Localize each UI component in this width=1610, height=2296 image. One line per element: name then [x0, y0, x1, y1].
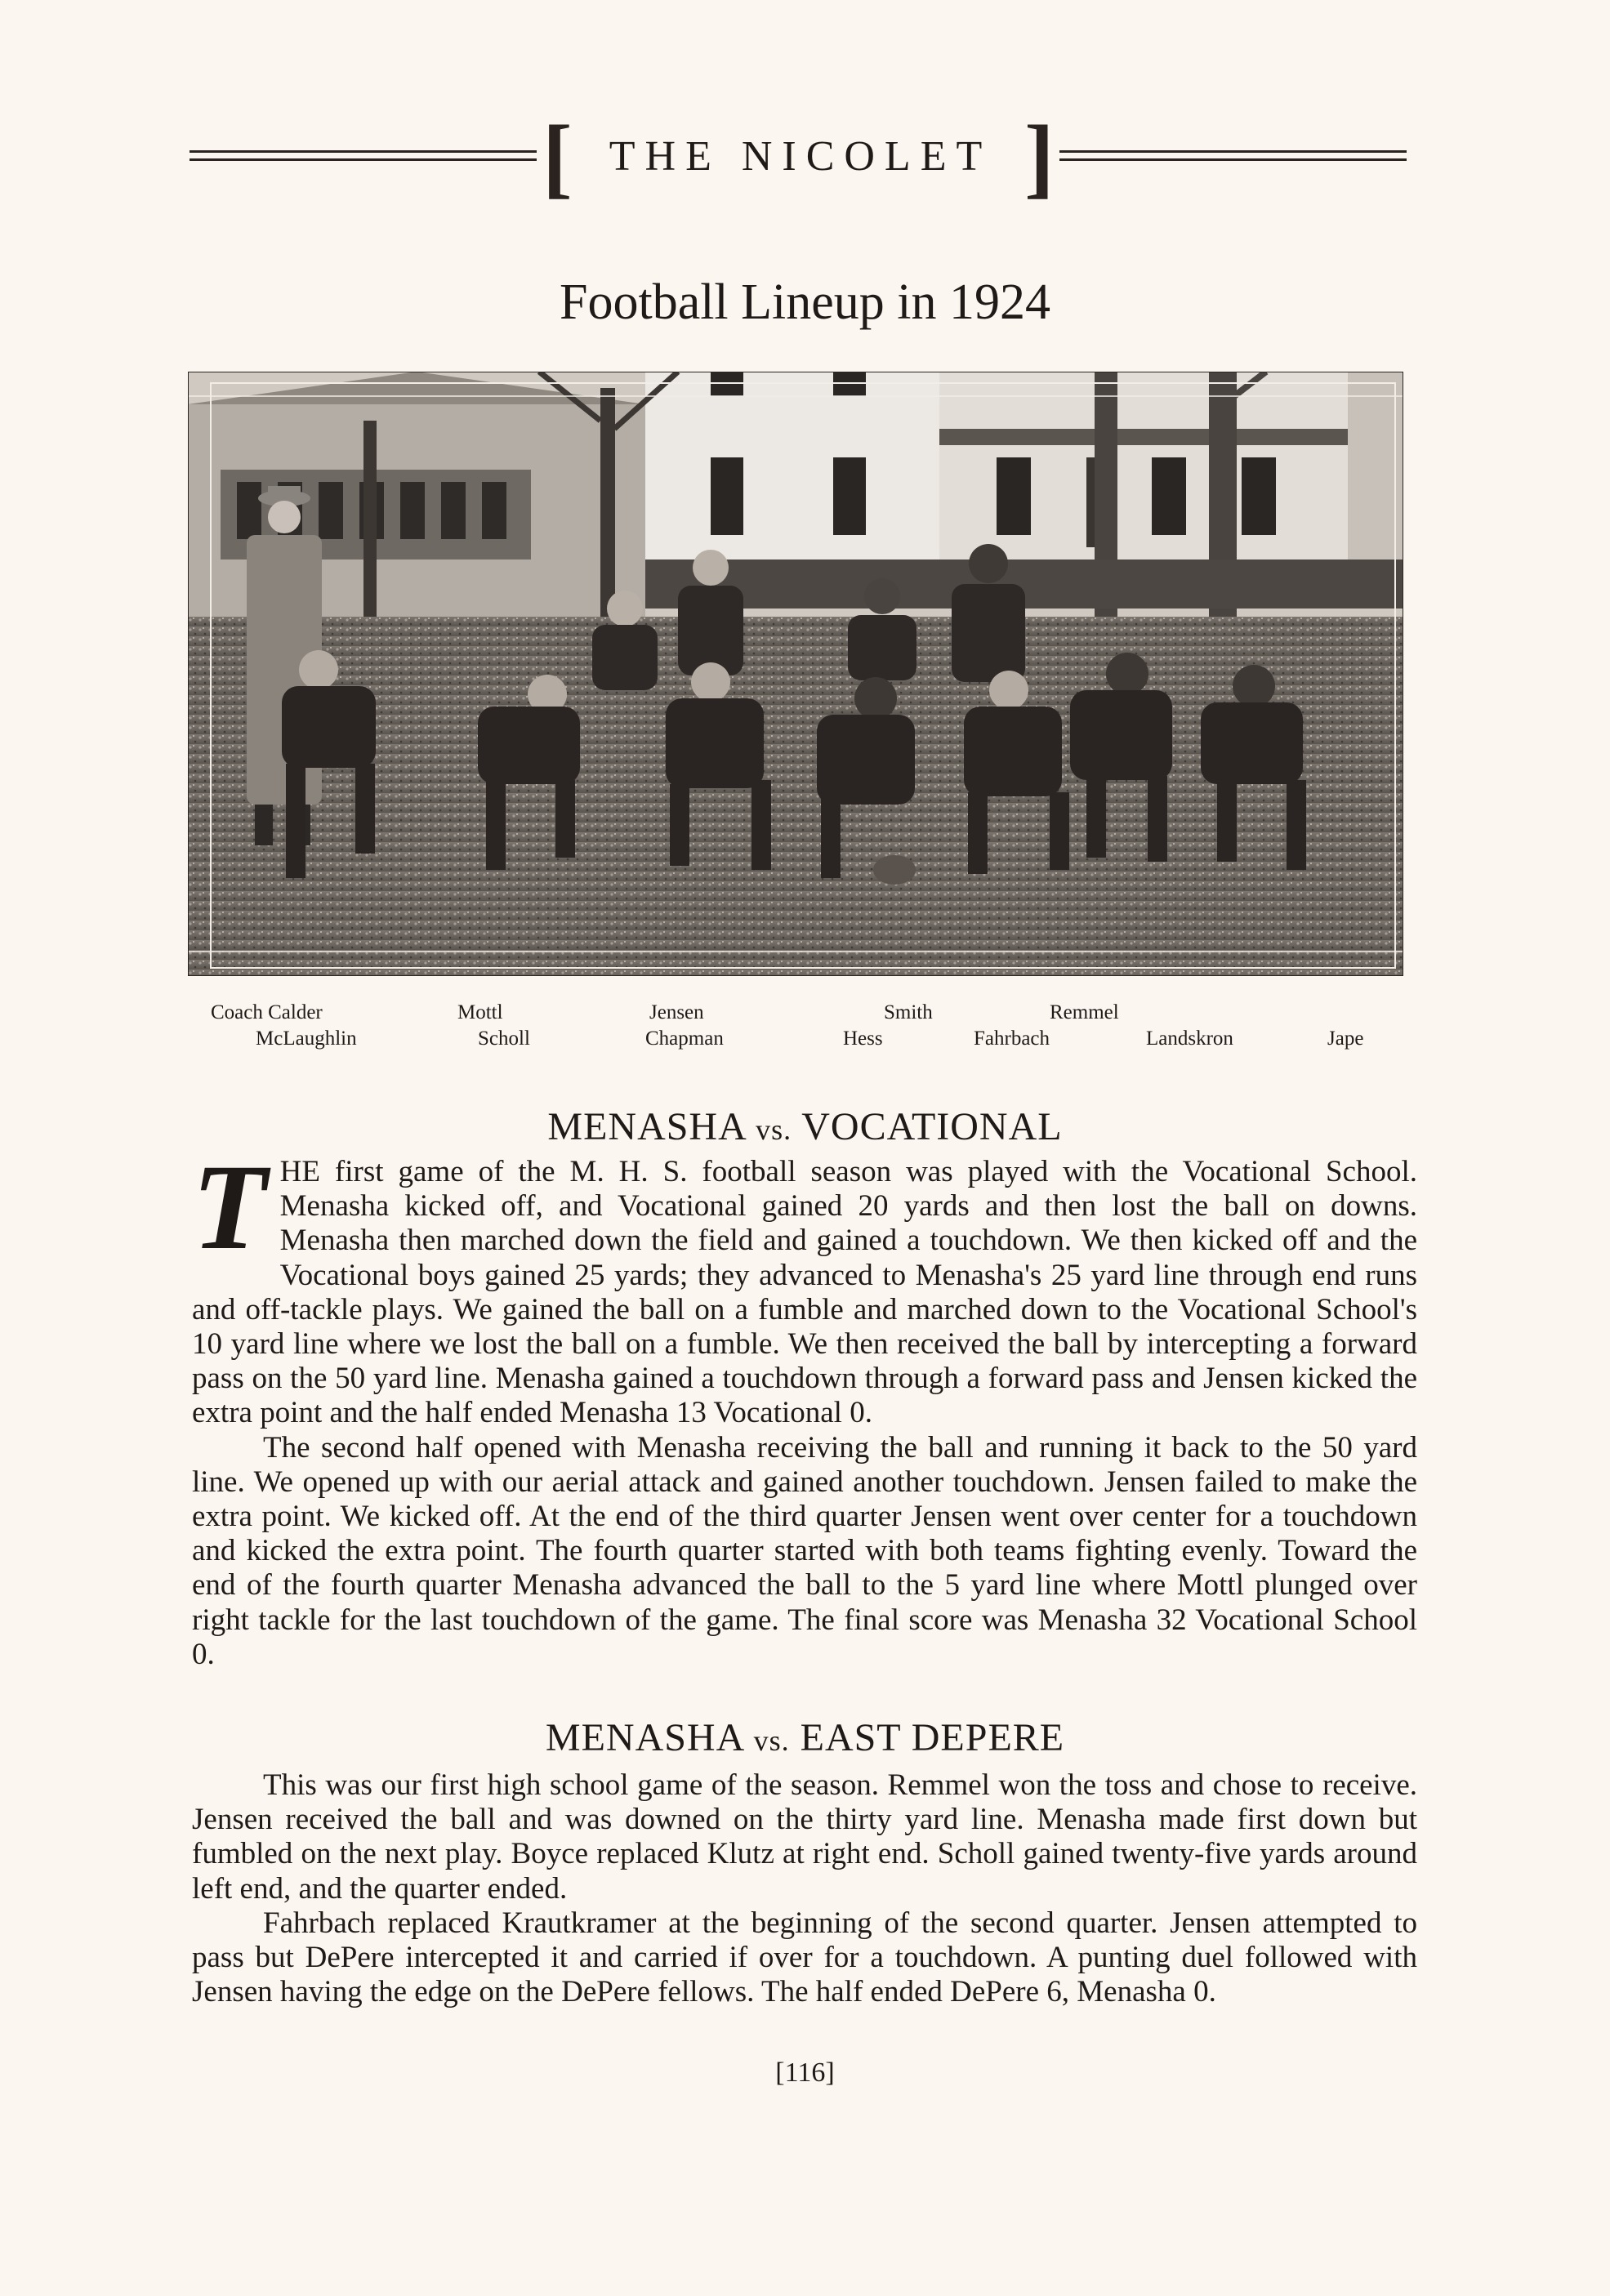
caption-name: Smith [884, 1001, 933, 1023]
drop-cap: T [192, 1139, 267, 1275]
section-heading-east-depere [0, 1714, 1610, 1765]
caption-name: Coach Calder [211, 1001, 323, 1023]
caption-name: Scholl [478, 1028, 530, 1050]
header-bracket-left: [ [542, 107, 573, 207]
heading-vs: vs. [753, 1724, 790, 1757]
photo-title: Football Lineup in 1924 [559, 274, 1051, 330]
paragraph: The second half opened with Menasha receiving the ball and running it back to the 50 yard line. We opened up with our aerial attack and gained another touchdown. Jensen failed to make the extra point. We kicked off. At the end of the third quarter Jensen went over center for a touchdown and kicked the extra point. The fourth quarter started with both teams fighting evenly. Toward the end of the fourth quarter Menasha advanced the ball to the 5 yard line where Mottl plunged over right tackle for the last touchdown of the game. The final score was Menasha 32 Vocational School 0. [192, 1430, 1417, 1671]
caption-name: Fahrbach [974, 1028, 1050, 1050]
photo-caption [0, 1001, 1610, 1066]
running-head-title: THE NICOLET [609, 133, 992, 180]
caption-name: McLaughlin [256, 1028, 357, 1050]
heading-team: MENASHA [547, 1105, 746, 1148]
section-body-east-depere [192, 1768, 1417, 2009]
heading-opponent: VOCATIONAL [801, 1105, 1063, 1148]
caption-name: Jensen [649, 1001, 704, 1023]
heading-team: MENASHA [545, 1716, 743, 1759]
heading-vs: vs. [756, 1113, 792, 1146]
paragraph-text: HE first game of the M. H. S. football season was played with the Vocational School. Menasha kicked off, and Vocational gained 20 yards and then lost the ball on downs. Menasha then marched down the field and gained a touchdown. We then kicked off and the Vocational boys gained 25 yards; they advanced to Menasha's 25 yard line through end runs and off-tackle plays. We gained the ball on a fumble and marched down to the Vocational School's 10 yard line where we lost the ball on a fumble. We then received the ball by intercepting a forward pass on the 50 yard line. Menasha gained a touchdown through a forward pass and Jensen kicked the extra point and the half ended Menasha 13 Vocational 0. [192, 1155, 1417, 1430]
caption-name: Chapman [645, 1028, 724, 1050]
caption-name: Landskron [1146, 1028, 1233, 1050]
paragraph: This was our first high school game of the season. Remmel won the toss and chose to receive. Jensen received the ball and was downed on the thirty yard line. Menasha made first down but fumbled on the next play. Boyce replaced Klutz at right end. Scholl gained twenty-five yards around left end, and the quarter ended. [192, 1768, 1417, 1906]
header-bracket-right: ] [1024, 107, 1055, 207]
heading-opponent: EAST DEPERE [800, 1716, 1065, 1759]
section-body-vocational [192, 1139, 1417, 1672]
team-photograph [188, 372, 1403, 976]
caption-name: Hess [843, 1028, 883, 1050]
page-number-value: 116 [784, 2057, 826, 2088]
paragraph: Fahrbach replaced Krautkramer at the beginning of the second quarter. Jensen attempted to pass but DePere intercepted it and carried if over for a touchdown. A punting duel followed with Jensen having the edge on the DePere fellows. The half ended DePere 6, Menasha 0. [192, 1906, 1417, 2009]
paragraph [192, 1139, 1417, 1431]
caption-name: Mottl [457, 1001, 503, 1023]
caption-name: Jape [1327, 1028, 1364, 1050]
header-rule-right [1059, 150, 1407, 162]
running-head [190, 107, 1407, 207]
page-number: [116] [775, 2057, 835, 2088]
caption-name: Remmel [1050, 1001, 1119, 1023]
header-rule-left [190, 150, 537, 162]
